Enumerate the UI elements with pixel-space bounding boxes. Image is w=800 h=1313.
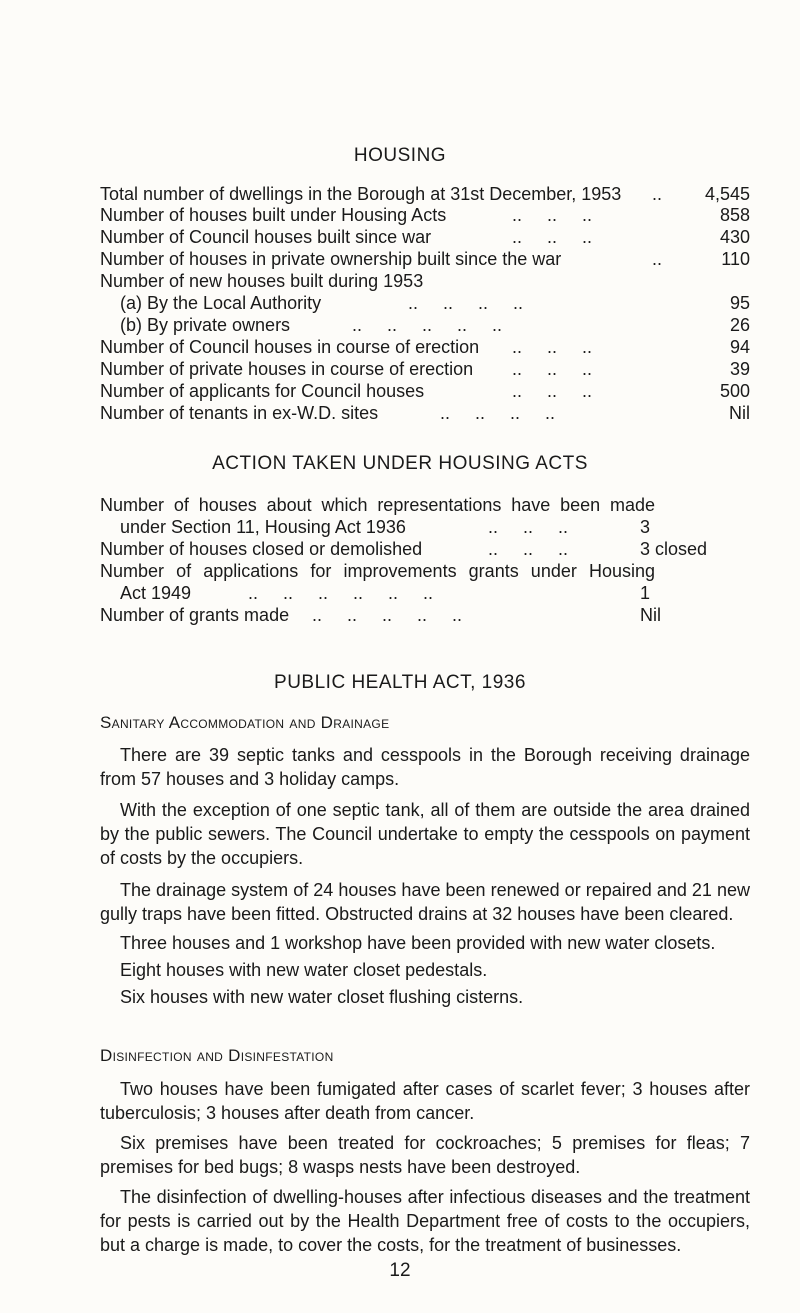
row-label: (a) By the Local Authority — [120, 293, 322, 313]
row-label: Number of private houses in course of erection — [100, 359, 474, 379]
paragraph: There are 39 septic tanks and cesspools in the Borough receiving drainage from 57 houses and 3 holiday camps. — [100, 745, 750, 789]
row-value: 3 closed — [640, 539, 708, 559]
row-value: 1 — [640, 583, 651, 603]
page-number: 12 — [389, 1260, 411, 1281]
row-label: (b) By private owners — [120, 315, 291, 335]
paragraph: Three houses and 1 workshop have been provided with new water closets. — [120, 933, 716, 953]
row-value: 39 — [729, 359, 750, 379]
row-value: 110 — [721, 249, 750, 269]
leader-dots: .. .. .. — [488, 517, 569, 537]
row-label: Number of houses built under Housing Acts — [100, 205, 447, 225]
leader-dots: .. .. .. — [488, 539, 569, 559]
leader-dots: .. .. .. — [512, 227, 593, 247]
leader-dots: .. .. .. — [512, 359, 593, 379]
row-label: under Section 11, Housing Act 1936 — [120, 517, 406, 537]
sanitary-heading: Sanitary Accommodation and Drainage — [100, 713, 390, 732]
row-label: Number of houses closed or demolished — [100, 539, 423, 559]
row-value: 26 — [729, 315, 750, 335]
row-label: Number of houses in private ownership built since the war — [100, 249, 562, 269]
row-label: Total number of dwellings in the Borough at 31st December, 1953 — [100, 184, 622, 204]
leader-dots: .. — [652, 249, 663, 269]
row-label: Number of Council houses in course of erection — [100, 337, 480, 357]
row-label: Number of applications for improvements grants under Housing — [100, 561, 655, 581]
disinfection-heading: Disinfection and Disinfestation — [100, 1046, 334, 1065]
row-value: 858 — [719, 205, 750, 225]
leader-dots: .. .. .. .. .. — [352, 315, 503, 335]
row-label: Number of grants made — [100, 605, 290, 625]
row-label: Number of new houses built during 1953 — [100, 271, 424, 291]
leader-dots: .. .. .. .. .. — [312, 605, 463, 625]
row-value: 95 — [729, 293, 750, 313]
row-value: Nil — [729, 403, 750, 423]
paragraph: Eight houses with new water closet pedestals. — [120, 960, 488, 980]
paragraph: With the exception of one septic tank, all of them are outside the area drained by the public sewers. The Council undertake to empty the cesspools on payment of costs by the occupiers. — [100, 800, 750, 868]
action-heading: ACTION TAKEN UNDER HOUSING ACTS — [212, 453, 588, 474]
row-value: Nil — [640, 605, 661, 625]
paragraph: Six premises have been treated for cockroaches; 5 premises for fleas; 7 premises for bed bugs; 8 wasps nests have been destroyed. — [100, 1133, 750, 1177]
leader-dots: .. — [652, 184, 663, 204]
row-label: Act 1949 — [120, 583, 192, 603]
row-value: 4,545 — [704, 184, 750, 204]
row-value: 430 — [719, 227, 750, 247]
leader-dots: .. .. .. — [512, 381, 593, 401]
paragraph: The drainage system of 24 houses have been renewed or repaired and 21 new gully traps have been fitted. Obstructed drains at 32 houses have been cleared. — [100, 880, 750, 924]
paragraph: Two houses have been fumigated after cases of scarlet fever; 3 houses after tuberculosis; 3 houses after death from cancer. — [100, 1079, 750, 1123]
housing-heading: HOUSING — [353, 145, 447, 166]
row-value: 94 — [729, 337, 750, 357]
leader-dots: .. .. .. — [512, 337, 593, 357]
paragraph: Six houses with new water closet flushing cisterns. — [120, 987, 524, 1007]
row-value: 3 — [640, 517, 651, 537]
public-health-heading: PUBLIC HEALTH ACT, 1936 — [274, 672, 526, 693]
leader-dots: .. .. .. — [512, 205, 593, 225]
leader-dots: .. .. .. .. .. .. — [248, 583, 434, 603]
row-value: 500 — [719, 381, 750, 401]
row-label: Number of tenants in ex-W.D. sites — [100, 403, 379, 423]
row-label: Number of applicants for Council houses — [100, 381, 425, 401]
row-label: Number of houses about which representations have been made — [100, 495, 655, 515]
leader-dots: .. .. .. .. — [408, 293, 524, 313]
leader-dots: .. .. .. .. — [440, 403, 556, 423]
row-label: Number of Council houses built since war — [100, 227, 432, 247]
paragraph: The disinfection of dwelling-houses after infectious diseases and the treatment for pests is carried out by the Health Department free of costs to the occupiers, but a charge is made, to cover the costs, for the treatment of businesses. — [100, 1187, 750, 1255]
